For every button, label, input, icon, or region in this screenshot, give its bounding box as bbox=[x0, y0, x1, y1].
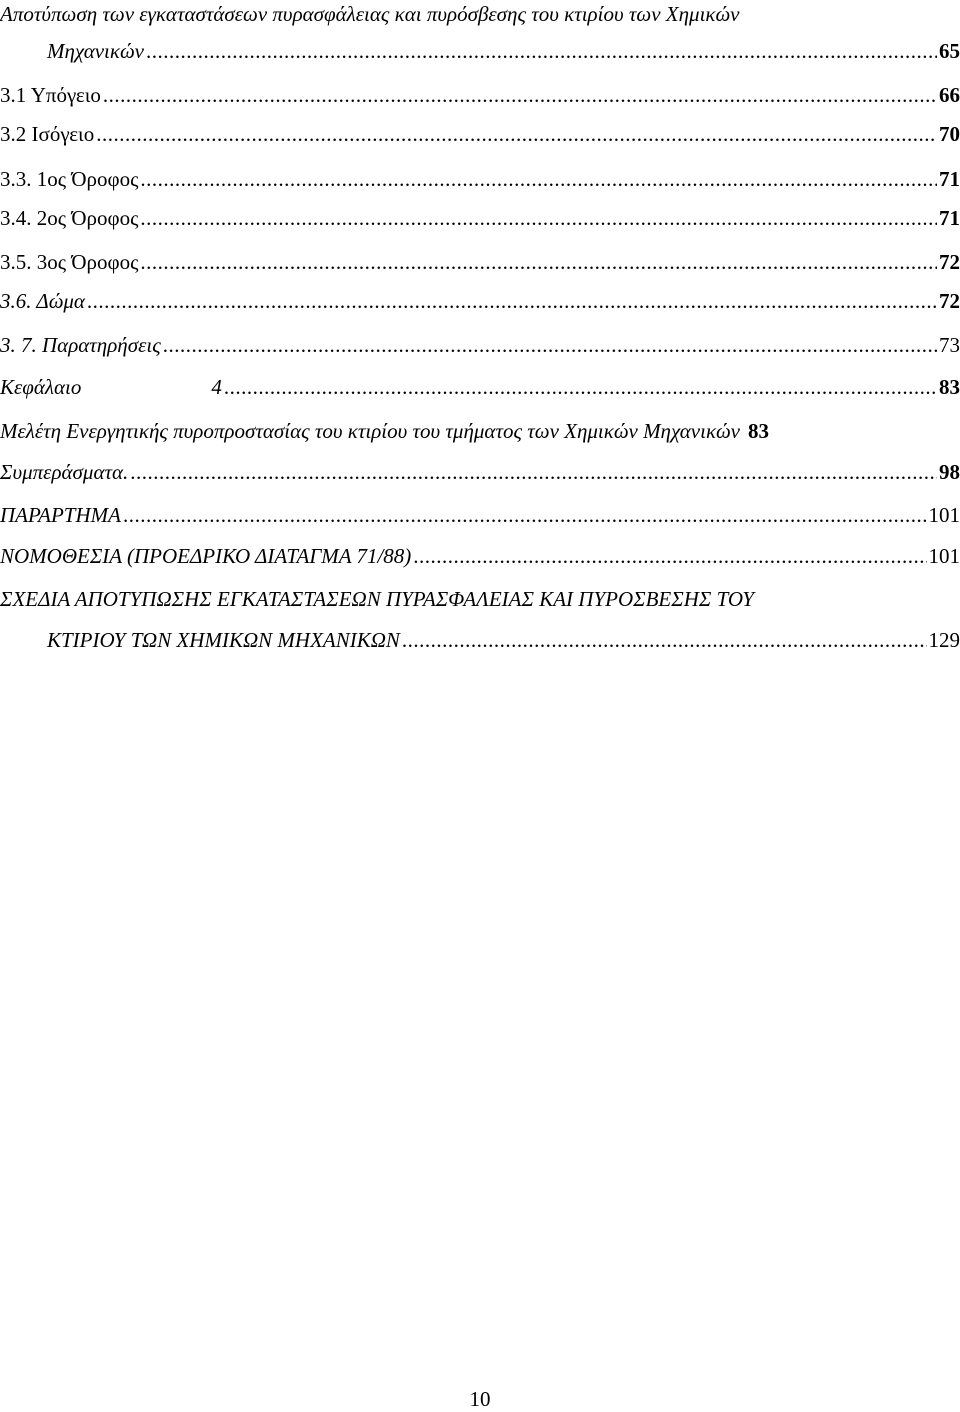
toc-entry-page: 72 bbox=[939, 250, 960, 274]
dot-leader bbox=[140, 167, 937, 192]
toc-entry-page: 101 bbox=[928, 544, 960, 568]
dot-leader bbox=[146, 39, 937, 64]
toc-entry-title: Αποτύπωση των εγκαταστάσεων πυρασφάλειας και πυρόσβεσης του κτιρίου των Χημικών bbox=[0, 2, 740, 26]
toc-entry-title: 3. 7. Παρατηρήσεις bbox=[0, 333, 161, 357]
page-number: 10 bbox=[469, 1387, 491, 1411]
toc-entry[interactable] bbox=[0, 2, 960, 30]
toc-entry[interactable] bbox=[0, 167, 960, 195]
toc-entry-title: 3.1 Υπόγειο bbox=[0, 83, 101, 107]
toc-entry-page: 73 bbox=[939, 333, 960, 357]
toc-entry-title: ΠΑΡΑΡΤΗΜΑ bbox=[0, 503, 121, 527]
toc-entry-page: 71 bbox=[939, 167, 960, 191]
toc-entry-title: Μηχανικών bbox=[47, 39, 144, 63]
toc-entry-page: 83 bbox=[939, 375, 960, 399]
toc-entry[interactable] bbox=[0, 122, 960, 150]
toc-entry[interactable] bbox=[47, 39, 960, 67]
toc-entry[interactable] bbox=[0, 250, 960, 278]
dot-leader bbox=[123, 503, 927, 528]
toc-entry[interactable] bbox=[0, 333, 960, 361]
chapter-word: Κεφάλαιο bbox=[0, 375, 82, 399]
dot-leader bbox=[402, 628, 927, 653]
toc-entry-title: ΣΧΕΔΙΑ ΑΠΟΤΥΠΩΣΗΣ ΕΓΚΑΤΑΣΤΑΣΕΩΝ ΠΥΡΑΣΦΑΛΕΙΑΣ ΚΑΙ ΠΥΡΟΣΒΕΣΗΣ ΤΟΥ bbox=[0, 587, 754, 611]
toc-entry-page: 65 bbox=[939, 39, 960, 63]
toc-entry[interactable] bbox=[0, 460, 960, 488]
toc-entry-title bbox=[0, 375, 222, 400]
toc-entry-page: 101 bbox=[928, 503, 960, 527]
toc-entry-title: 3.4. 2ος Όροφος bbox=[0, 206, 139, 230]
toc-entry-page: 98 bbox=[939, 460, 960, 484]
dot-leader bbox=[140, 250, 937, 275]
toc-entry[interactable] bbox=[0, 587, 960, 615]
toc-entry[interactable] bbox=[0, 83, 960, 111]
toc-entry[interactable] bbox=[47, 628, 960, 656]
toc-entry-title: ΝΟΜΟΘΕΣΙΑ (ΠΡΟΕΔΡΙΚΟ ΔΙΑΤΑΓΜΑ 71/88) bbox=[0, 544, 412, 568]
dot-leader bbox=[224, 375, 937, 400]
toc-entry-title: Συμπεράσματα. bbox=[0, 460, 129, 484]
dot-leader bbox=[140, 206, 937, 231]
toc-entry[interactable] bbox=[0, 544, 960, 572]
toc-entry-page: 71 bbox=[939, 206, 960, 230]
dot-leader bbox=[87, 289, 937, 314]
toc-entry-title: 3.3. 1ος Όροφος bbox=[0, 167, 139, 191]
toc-entry-page: 83 bbox=[748, 419, 770, 443]
toc-entry-page: 129 bbox=[928, 628, 960, 652]
toc-entry[interactable] bbox=[0, 206, 960, 234]
toc-entry-title: 3.6. Δώμα bbox=[0, 289, 85, 313]
toc-entry-page: 70 bbox=[939, 122, 960, 146]
dot-leader bbox=[130, 460, 937, 485]
toc-entry-title: 3.5. 3ος Όροφος bbox=[0, 250, 139, 274]
toc-entry-title: 3.2 Ισόγειο bbox=[0, 122, 95, 146]
chapter-number: 4 bbox=[211, 375, 222, 399]
toc-entry[interactable] bbox=[0, 289, 960, 317]
dot-leader bbox=[163, 333, 937, 358]
toc-entry-title: Μελέτη Ενεργητικής πυροπροστασίας του κτιρίου του τμήματος των Χημικών Μηχανικών bbox=[0, 419, 741, 443]
toc-entry[interactable] bbox=[0, 375, 960, 403]
dot-leader bbox=[96, 122, 937, 147]
toc-entry-title: ΚΤΙΡΙΟΥ ΤΩΝ ΧΗΜΙΚΩΝ ΜΗΧΑΝΙΚΩΝ bbox=[47, 628, 400, 652]
dot-leader bbox=[413, 544, 926, 569]
toc-entry-page: 66 bbox=[939, 83, 960, 107]
dot-leader bbox=[103, 83, 937, 108]
toc-entry[interactable] bbox=[0, 503, 960, 531]
toc-entry[interactable] bbox=[0, 419, 960, 447]
toc-entry-page: 72 bbox=[939, 289, 960, 313]
